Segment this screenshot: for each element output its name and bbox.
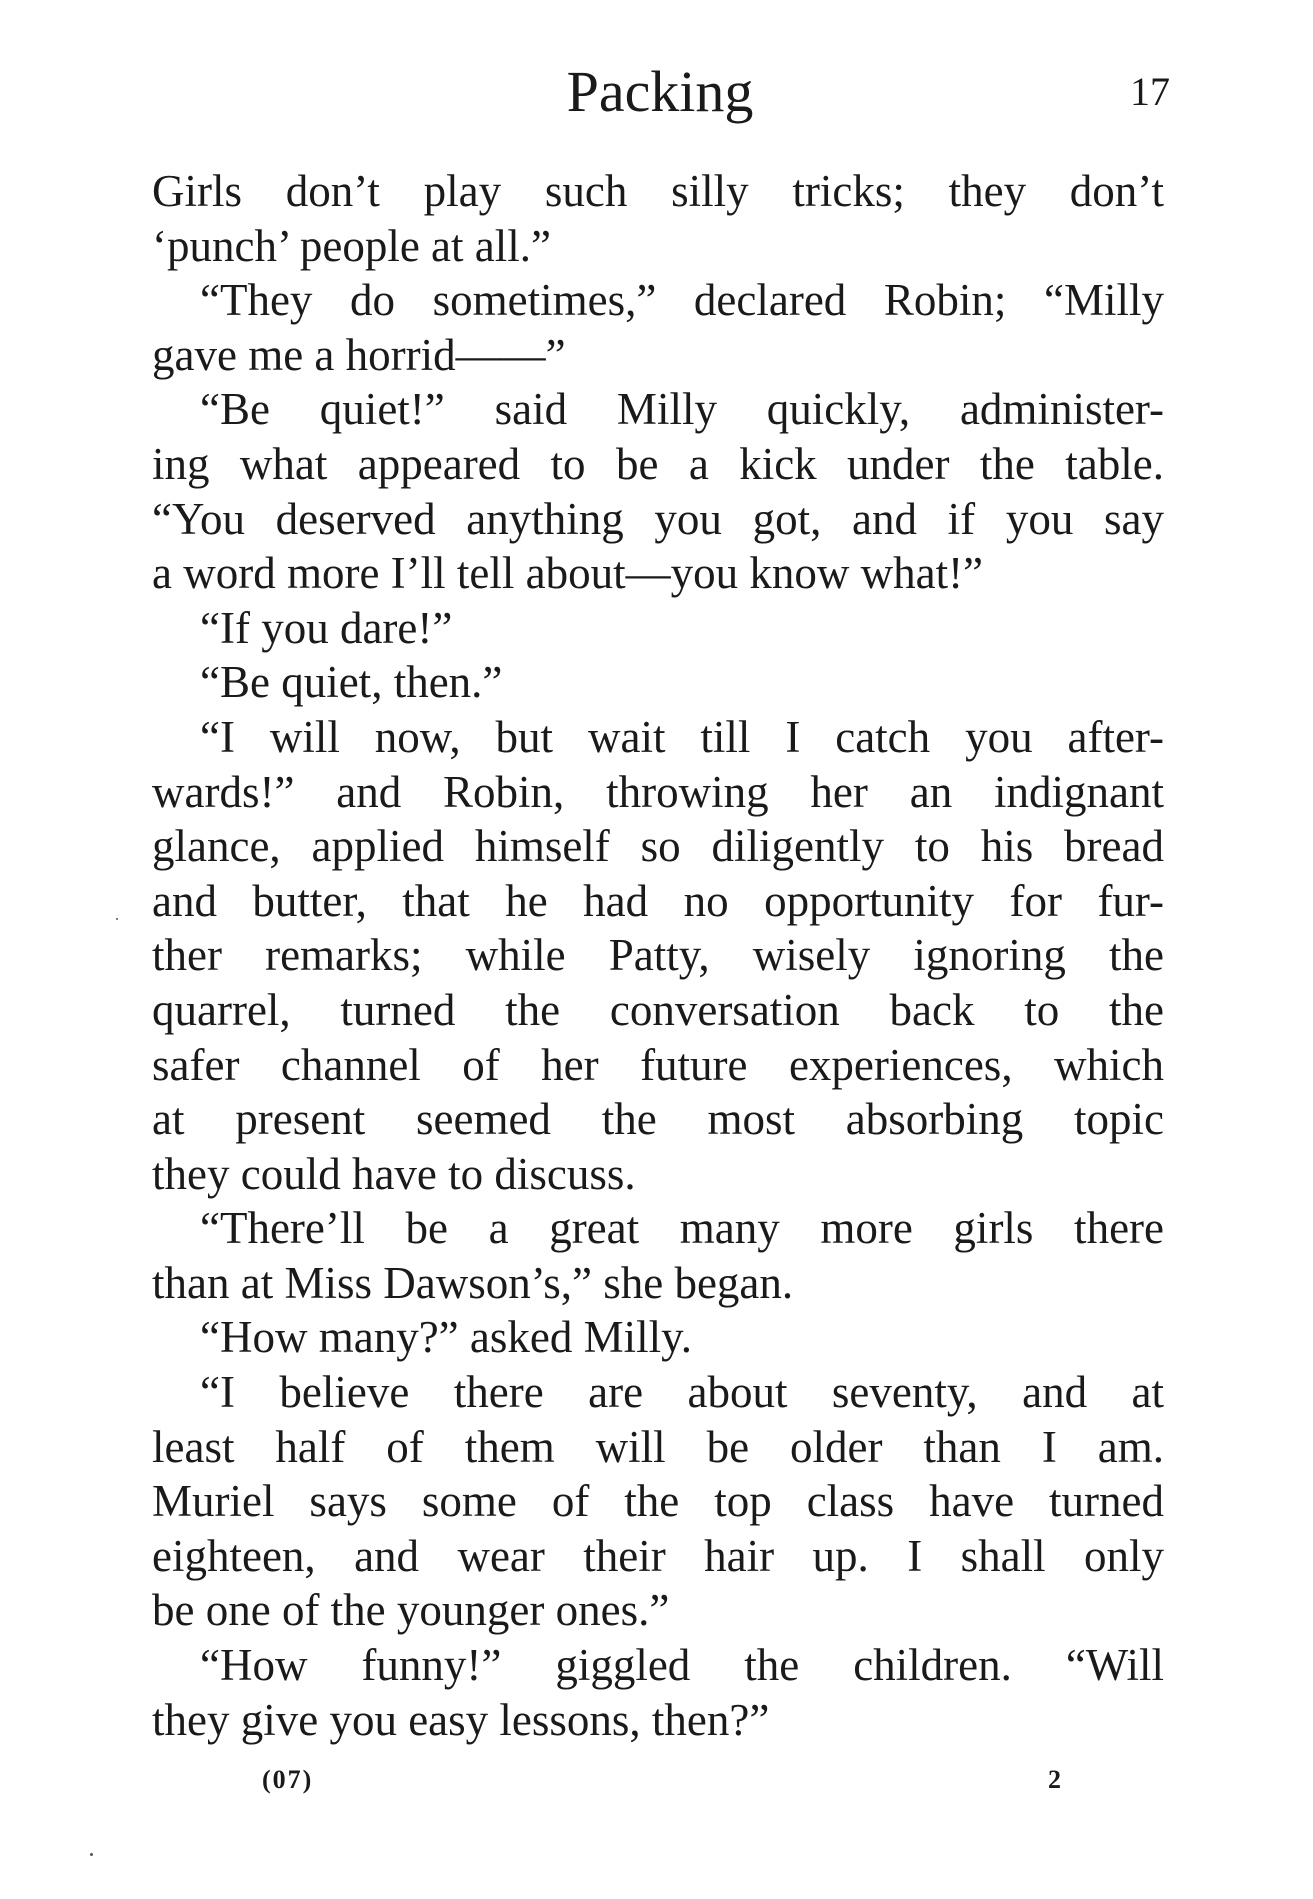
text-line: be one of the younger ones.”	[152, 1585, 670, 1636]
text-line: safer channel of her future experiences, which	[152, 1039, 1164, 1090]
text-line: than at Miss Dawson’s,” she began.	[152, 1257, 794, 1308]
text-line: wards!” and Robin, throwing her an indignant	[152, 766, 1164, 817]
text-line: “If you dare!”	[200, 602, 453, 653]
running-head	[150, 52, 1170, 132]
text-line: “They do sometimes,” declared Robin; “Milly	[200, 275, 1164, 326]
printer-signature-mark: (07)	[262, 1765, 314, 1794]
page-title: Packing	[566, 59, 754, 124]
text-line: they could have to discuss.	[152, 1148, 636, 1199]
text-line: “Be quiet, then.”	[200, 657, 503, 708]
text-line: least half of them will be older than I am.	[152, 1421, 1164, 1472]
text-line: “How many?” asked Milly.	[200, 1312, 692, 1363]
text-line: at present seemed the most absorbing topic	[152, 1094, 1164, 1145]
text-line: eighteen, and wear their hair up. I shall only	[152, 1530, 1164, 1581]
body-text	[152, 164, 1164, 1747]
text-line: gave me a horrid——”	[152, 329, 566, 380]
text-line: Girls don’t play such silly tricks; they don’t	[152, 166, 1164, 216]
text-line: ther remarks; while Patty, wisely ignoring the	[152, 930, 1164, 981]
text-line: “You deserved anything you got, and if you say	[152, 493, 1164, 544]
text-line: ‘punch’ people at all.”	[152, 220, 551, 271]
page-number: 17	[1130, 69, 1170, 114]
text-line: “I will now, but wait till I catch you after-	[200, 711, 1164, 762]
text-line: “There’ll be a great many more girls there	[200, 1203, 1164, 1254]
paper-speck	[116, 918, 118, 920]
gathering-signature-number: 2	[1048, 1765, 1061, 1794]
text-line: “I believe there are about seventy, and at	[200, 1367, 1164, 1418]
paper-speck	[90, 1853, 93, 1856]
text-line: quarrel, turned the conversation back to the	[152, 984, 1164, 1035]
text-line: ing what appeared to be a kick under the table.	[152, 438, 1164, 489]
text-line: Muriel says some of the top class have turned	[152, 1476, 1164, 1527]
text-line: and butter, that he had no opportunity for fur-	[152, 875, 1164, 926]
text-line: “How funny!” giggled the children. “Will	[200, 1640, 1164, 1691]
text-line: a word more I’ll tell about—you know what!”	[152, 548, 984, 599]
text-line: glance, applied himself so diligently to his bread	[152, 821, 1164, 872]
text-line: “Be quiet!” said Milly quickly, administer-	[200, 384, 1164, 435]
text-line: they give you easy lessons, then?”	[152, 1694, 770, 1745]
